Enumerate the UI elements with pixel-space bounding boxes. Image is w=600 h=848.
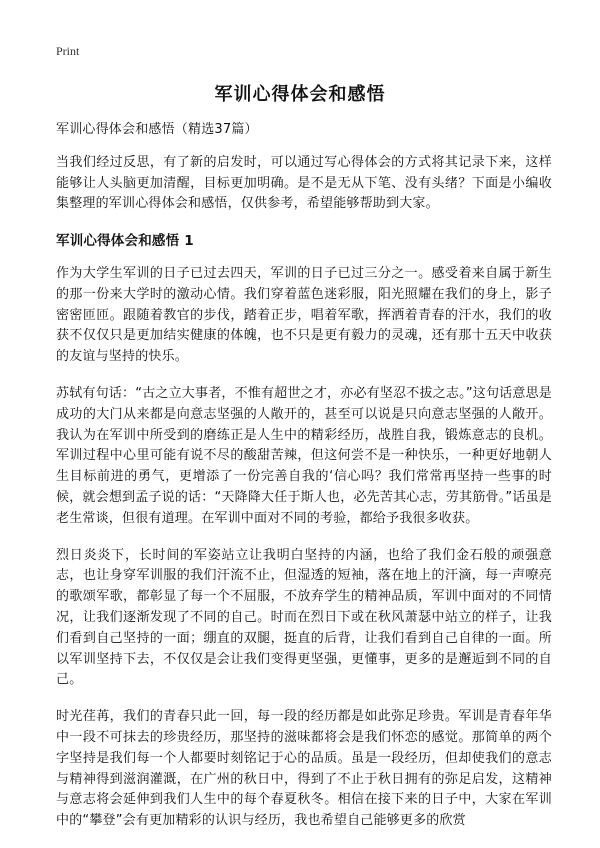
body-paragraph: 苏轼有句话：“古之立大事者，不惟有超世之才，亦必有坚忍不拔之志。”这句话意思是成功的大门从来都是向意志坚强的人敞开的，甚至可以说是只向意志坚强的人敞开。我认为在军训中所受到的磨练正是人生中的精彩经历，战胜自我，锻炼意志的良机。军训过程中心里可能有说不尽的酸甜苦辣，但这何尝不是一种快乐，一种更好地朝人生目标前进的勇气，更增添了一份完善自我的‘信心吗？我们常常再坚持一些事的时候，就会想到孟子说的话：“天降降大任于斯人也，必先苦其心志，劳其筋骨。”话虽是老生常谈，但很有道理。在军训中面对不同的考验，都给予我很多收获。 [56, 385, 552, 526]
article-subtitle: 军训心得体会和感悟（精选37篇） [56, 122, 258, 137]
body-paragraph: 烈日炎炎下，长时间的军姿站立让我明白坚持的内涵，也给了我们金石般的顽强意志，也让身穿军训服的我们汗流不止，但湿透的短袖，落在地上的汗滴，每一声嘹亮的歌颂军歌，都彰显了每一个不屈服，不放弃学生的精神品质，军训中面对的不同情况，让我们逐渐发现了不同的自己。时而在烈日下或在秋风萧瑟中站立的样子，让我们看到自己坚持的一面；绷直的双腿，挺直的后背，让我们看到自己自律的一面。所以军训坚持下去，不仅仅是会让我们变得更坚强，更懂事，更多的是邂逅到不同的自己。 [56, 547, 552, 688]
intro-paragraph: 当我们经过反思，有了新的启发时，可以通过写心得体会的方式将其记录下来，这样能够让人头脑更加清醒，目标更加明确。是不是无从下笔、没有头绪？下面是小编收集整理的军训心得体会和感悟，仅供参考，希望能够帮助到大家。 [56, 154, 552, 212]
page-title: 军训心得体会和感悟 [214, 84, 386, 105]
section-heading: 军训心得体会和感悟 1 [56, 233, 194, 250]
body-paragraph: 时光荏苒，我们的青春只此一回，每一段的经历都是如此弥足珍贵。军训是青春年华中一段不可抹去的珍贵经历，那坚持的滋味都将会是我们怀恋的感觉。那简单的两个字坚持是我们每一个人都要时刻铭记于心的品质。虽是一段经历，但却使我们的意志与精神得到滋润灌溉，在广州的秋日中，得到了不止于秋日拥有的弥足启发，这精神与意志将会延伸到我们人生中的每个春夏秋冬。相信在接下来的日子中，大家在军训中的“攀登”会有更加精彩的认识与经历，我也希望自己能够更多的欣赏 [56, 709, 552, 829]
print-link[interactable]: Print [56, 44, 80, 58]
article-body [56, 120, 552, 848]
body-paragraph: 作为大学生军训的日子已过去四天，军训的日子已过三分之一。感受着来自属于新生的那一份来大学时的激动心情。我们穿着蓝色迷彩服，阳光照耀在我们的身上，影子密密匝匝。跟随着教官的步伐，踏着正步，唱着军歌，挥洒着青春的汗水，我们的收获不仅仅只是更加结实健康的体魄，也不只是更有毅力的灵魂，还有那十五天中收获的友谊与坚持的快乐。 [56, 265, 552, 365]
